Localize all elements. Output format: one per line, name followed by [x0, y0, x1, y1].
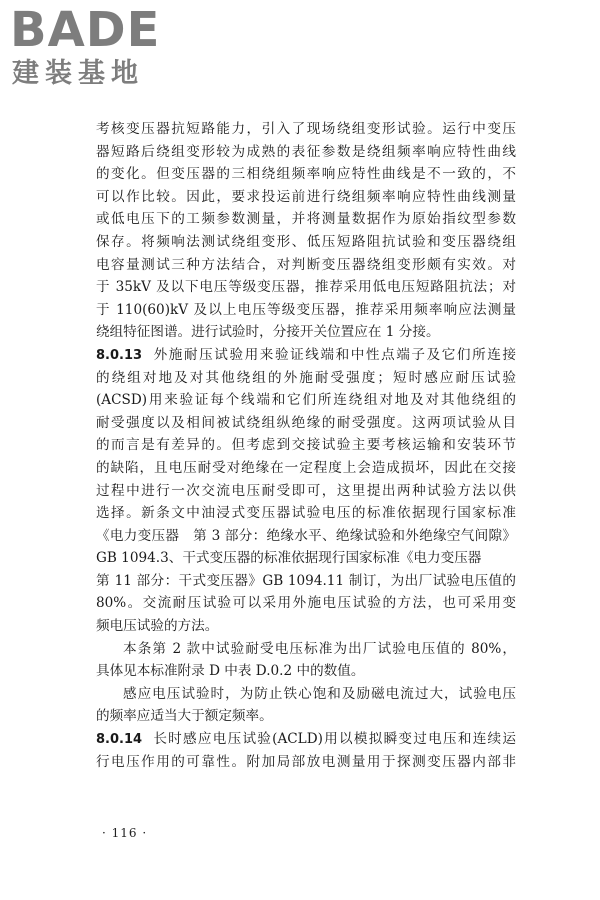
text-line: 电容量测试三种方法结合，对判断变压器绕组变形颇有实效。对	[96, 256, 516, 273]
clause-number: 8.0.13	[96, 347, 143, 363]
text-line: 耐受强度以及相间被试绕组纵绝缘的耐受强度。这两项试验从目	[96, 414, 516, 431]
text-line: 感应电压试验时，为防止铁心饱和及励磁电流过大，试验电压	[123, 685, 516, 702]
text-fragment: 外施耐压试验用来验证线端和中性点端子及它们所连接	[152, 346, 516, 363]
document-body	[96, 118, 516, 773]
text-line: 频电压试验的方法。	[96, 618, 219, 635]
watermark-logo	[10, 4, 180, 94]
text-line: 于 110(60)kV 及以上电压等级变压器，推荐采用频率响应法测量	[96, 301, 516, 318]
text-line: 的缺陷，且电压耐受对绝缘在一定程度上会造成损坏，因此在交接	[96, 459, 516, 476]
page-number: · 116 ·	[102, 826, 148, 840]
text-line: 第 11 部分：干式变压器》GB 1094.11 制订，为出厂试验电压值的	[96, 572, 516, 589]
text-line: 行电压作用的可靠性。附加局部放电测量用于探测变压器内部非	[96, 753, 516, 770]
text-line: 选择。新条文中油浸式变压器试验电压的标准依据现行国家标准	[96, 505, 516, 522]
text-line: 保存。将频响法测试绕组变形、低压短路阻抗试验和变压器绕组	[96, 233, 516, 250]
text-line: 考核变压器抗短路能力，引入了现场绕组变形试验。运行中变压	[96, 121, 516, 137]
text-line: 的绕组对地及对其他绕组的外施耐受强度；短时感应耐压试验	[96, 369, 516, 386]
clause-number: 8.0.14	[96, 732, 143, 748]
text-line: 的频率应适当大于额定频率。	[96, 708, 273, 725]
text-line: 的而言是有差异的。但考虑到交接试验主要考核运输和安装环节	[96, 437, 516, 454]
text-line: 《电力变压器 第 3 部分：绝缘水平、绝缘试验和外绝缘空气间隙》	[96, 527, 516, 544]
watermark-brand: BADE	[10, 2, 161, 58]
clause-line	[96, 728, 516, 751]
text-line: 器短路后绕组变形较为成熟的表征参数是绕组频率响应特性曲线	[96, 143, 516, 160]
text-line: 过程中进行一次交流电压耐受即可，这里提出两种试验方法以供	[96, 482, 516, 499]
text-line: 80%。交流耐压试验可以采用外施电压试验的方法，也可采用变	[96, 595, 516, 612]
watermark-subtitle: 建装基地	[12, 58, 144, 89]
text-fragment: 长时感应电压试验(ACLD)用以模拟瞬变过电压和连续运	[152, 731, 516, 748]
text-line: 的变化。但变压器的三相绕组频率响应特性曲线是不一致的，不	[96, 166, 516, 183]
text-line: (ACSD)用来验证每个线端和它们所连绕组对地及对其他绕组的	[96, 392, 516, 409]
text-line: 可以作比较。因此，要求投运前进行绕组频率响应特性曲线测量	[96, 188, 516, 205]
text-line: 具体见本标准附录 D 中表 D.0.2 中的数值。	[96, 663, 365, 680]
clause-line	[96, 344, 516, 367]
text-line: 于 35kV 及以下电压等级变压器，推荐采用低电压短路阻抗法；对	[96, 279, 516, 296]
text-line: 本条第 2 款中试验耐受电压标准为出厂试验电压值的 80%，	[123, 640, 516, 657]
text-line: 或低电压下的工频参数测量，并将测量数据作为原始指纹型参数	[96, 211, 516, 228]
text-line: GB 1094.3、干式变压器的标准依据现行国家标准《电力变压器	[96, 550, 482, 567]
text-line: 绕组特征图谱。进行试验时，分接开关位置应在 1 分接。	[96, 324, 440, 341]
